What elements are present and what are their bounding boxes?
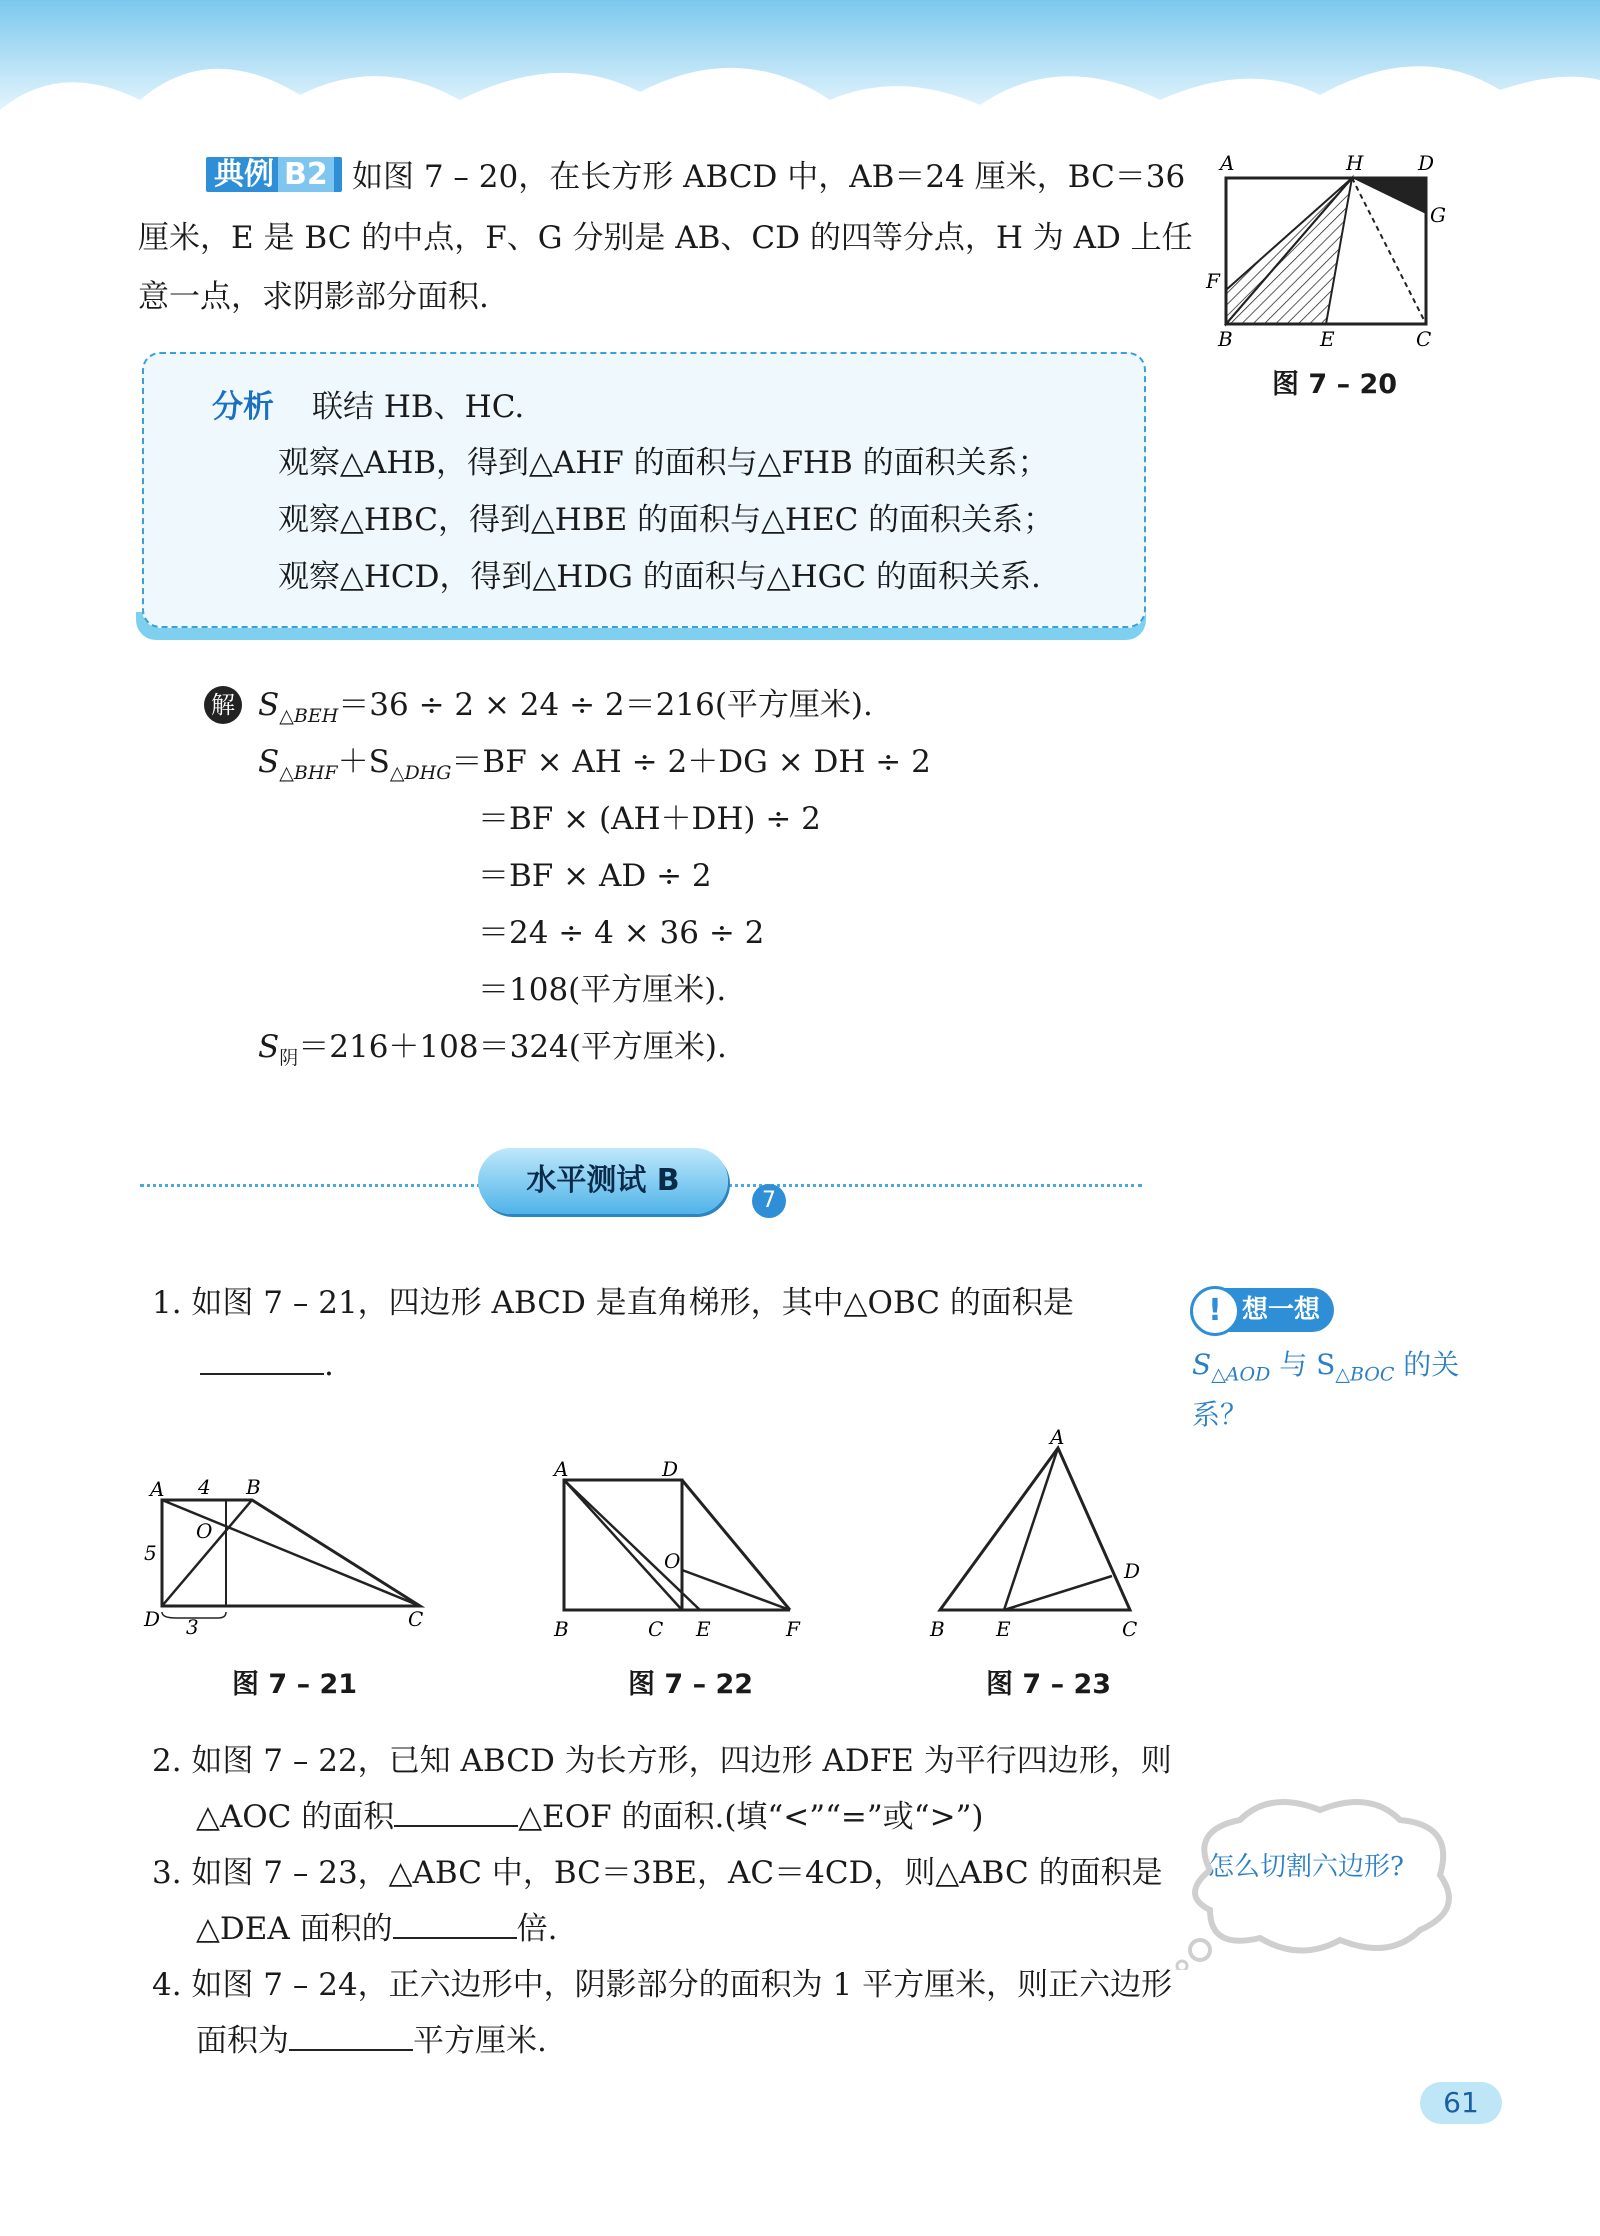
example-line-1: 如图 7 – 20，在长方形 ABCD 中，AB＝24 厘米，BC＝36 [352,159,1186,195]
svg-text:C: C [1122,1617,1138,1641]
example-line-3: 意一点，求阴影部分面积. [138,279,489,315]
answer-blank-4[interactable] [289,2019,413,2051]
svg-text:4: 4 [198,1475,211,1499]
figure-7-23-caption: 图 7 – 23 [986,1669,1112,1700]
svg-text:A: A [150,1477,165,1501]
label-E: E [1320,327,1335,350]
svg-text:A: A [1050,1425,1065,1449]
svg-text:D: D [662,1457,679,1481]
svg-text:D: D [144,1607,161,1631]
label-G: G [1430,203,1446,227]
figure-7-20-caption: 图 7 – 20 [1272,369,1398,400]
label-C: C [1416,327,1432,350]
svg-text:B: B [554,1617,569,1641]
think-tag: 想一想 [1192,1288,1334,1332]
figure-7-22 [540,1450,820,1650]
section-badge: 7 [752,1184,786,1218]
example-tag: 典例 B2 [206,154,342,196]
svg-text:C: C [648,1617,664,1641]
solution-line-3: ＝BF × (AH＋DH) ÷ 2 [478,801,821,837]
solution-line-6: ＝108(平方厘米). [478,972,727,1008]
analysis-line-3: 观察△HBC，得到△HBE 的面积与△HEC 的面积关系； [278,502,1055,538]
analysis-line-1: 联结 HB、HC. [312,389,525,425]
solution-line-7: $S_阴=216+108=324$(平方厘米). [258,1029,727,1070]
analysis-line-2: 观察△AHB，得到△AHF 的面积与△FHB 的面积关系； [278,445,1049,481]
label-A: A [1220,151,1235,175]
figure-7-21-caption: 图 7 – 21 [232,1669,358,1700]
page-number: 61 [1420,2082,1502,2124]
figure-7-23 [920,1420,1160,1650]
question-4-line-2: 面积为 平方厘米. [196,2012,547,2070]
svg-text:B: B [246,1475,261,1499]
question-3-line-1: 3. 如图 7 – 23，△ABC 中，BC＝3BE，AC＝4CD，则△ABC 的面积是 [152,1855,1163,1891]
question-2-line-1: 2. 如图 7 – 22，已知 ABCD 为长方形，四边形 ADFE 为平行四边形，则 [152,1743,1172,1779]
svg-text:E: E [696,1617,711,1641]
exclamation-icon: ! [1190,1286,1240,1336]
svg-text:5: 5 [144,1541,157,1565]
analysis-label: 分析 [212,389,274,425]
question-1-line-2: . [200,1336,334,1394]
think-line-1: $S_{\triangle AOD}$ 与 $S_{\triangle BOC}$ 的关 [1192,1348,1460,1386]
question-2-line-2: △AOC 的面积 △EOF 的面积.(填“<”“=”或“>”) [196,1788,984,1846]
solution-label: 解 [204,686,242,724]
svg-text:C: C [408,1607,424,1631]
svg-text:E: E [996,1617,1011,1641]
svg-text:3: 3 [186,1615,199,1636]
answer-blank-2[interactable] [394,1795,518,1827]
label-D: D [1418,151,1435,175]
analysis-line-4: 观察△HCD，得到△HDG 的面积与△HGC 的面积关系. [278,559,1041,595]
solution-line-4: ＝BF × AD ÷ 2 [478,858,712,894]
answer-blank-3[interactable] [393,1907,517,1939]
svg-text:F: F [786,1617,800,1641]
svg-text:D: D [1124,1559,1141,1583]
label-B: B [1218,327,1233,350]
figure-7-22-caption: 图 7 – 22 [628,1669,754,1700]
solution-line-1: $S_{\triangle BEH}=36 \div 2 \times 24 \div 2=216$(平方厘米). [258,687,873,728]
cloud-text: 怎么切割六边形? [1208,1852,1404,1882]
think-line-2: 系？ [1192,1398,1249,1431]
question-4-line-1: 4. 如图 7 – 24，正六边形中，阴影部分的面积为 1 平方厘米，则正六边形 [152,1967,1173,2003]
solution-line-2: $S_{\triangle BHF}+S_{\triangle DHG}=BF$ × AH ÷ 2＋DG × DH ÷ 2 [258,744,931,785]
svg-text:O: O [196,1519,213,1543]
figure-7-20 [1200,150,1460,350]
svg-text:B: B [930,1617,945,1641]
solution-line-5: ＝24 ÷ 4 × 36 ÷ 2 [478,915,765,951]
section-title: 水平测试 B [478,1148,728,1214]
question-1-line-1: 1. 如图 7 – 21，四边形 ABCD 是直角梯形，其中△OBC 的面积是 [152,1285,1074,1321]
question-3-line-2: △DEA 面积的 倍. [196,1900,557,1958]
figure-7-21 [140,1466,440,1636]
example-line-2: 厘米，E 是 BC 的中点，F、G 分别是 AB、CD 的四等分点，H 为 AD 上任 [138,220,1193,256]
svg-text:O: O [664,1549,681,1573]
svg-text:A: A [554,1457,569,1481]
label-H: H [1346,151,1364,175]
answer-blank-1[interactable] [200,1343,324,1375]
label-F: F [1206,269,1220,293]
